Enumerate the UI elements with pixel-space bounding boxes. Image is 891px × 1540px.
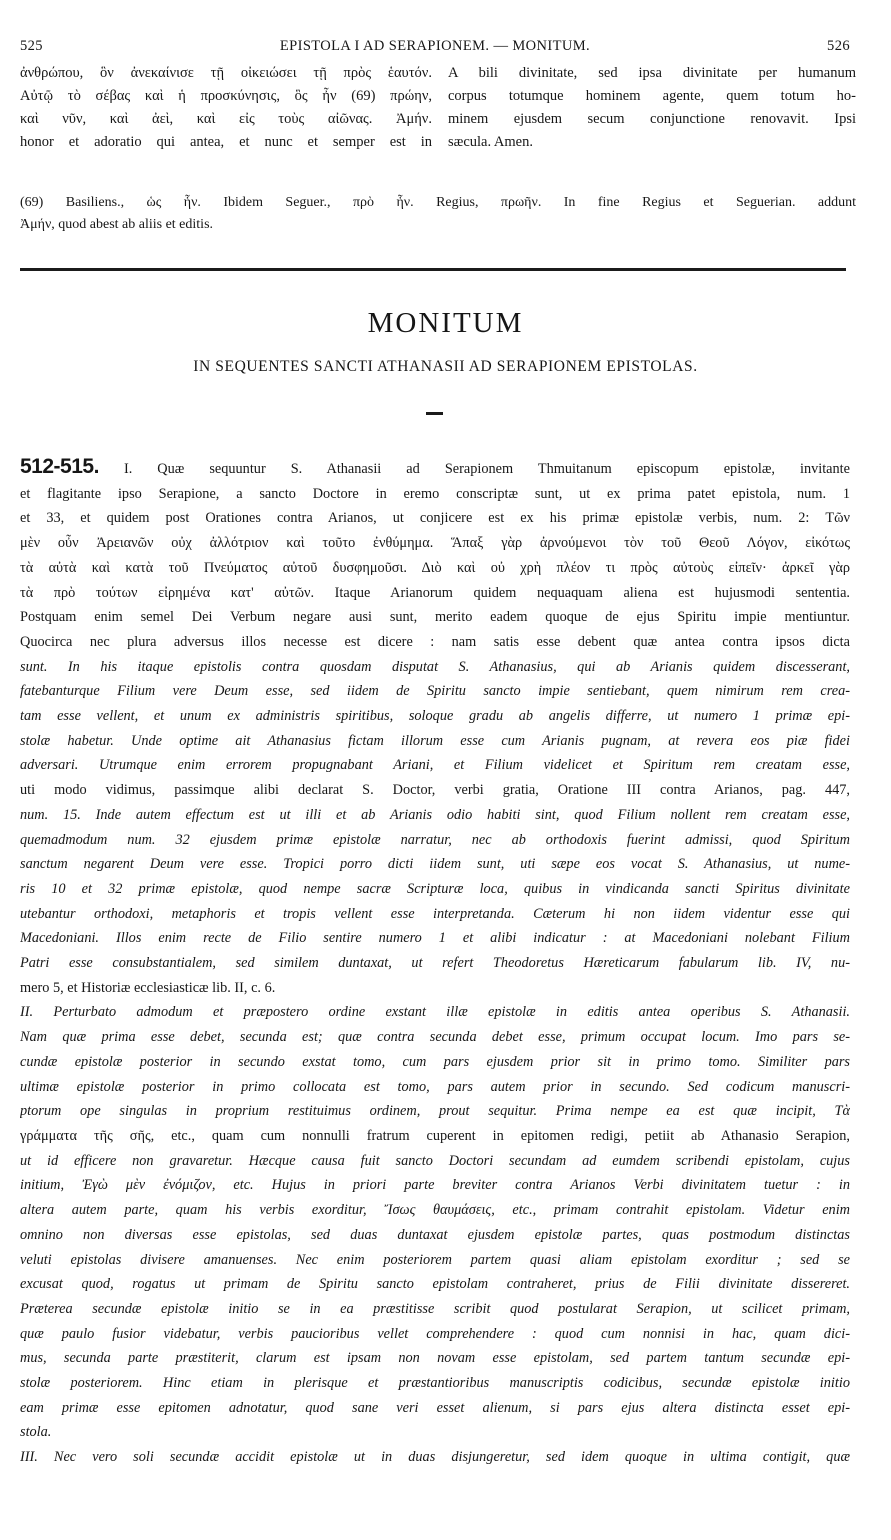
- body-line: mero 5, et Historiæ ecclesiasticæ lib. II, c. 6.: [20, 979, 276, 996]
- body-line: Præterea secundæ epistolæ initio se in ea præstitisse scribit quod postularat Serapion, ut scilicet primam,: [20, 1300, 850, 1317]
- body-line: et 33, et quidem post Orationes contra Arianos, ut conjicere est ex his primæ epistolæ verbis, num. 2: Τῶν: [20, 510, 850, 527]
- body-line: tam esse vellent, et unum ex administris spiritibus, soloque gradu ab angelis differre, ut numero 1 primæ epi-: [20, 708, 850, 725]
- footnote-line: (69) Basiliens., ὡς ἦν. Ibidem Seguer., πρὸ ἦν. Regius, πρωῆν. In fine Regius et Seguerian. addunt: [20, 195, 856, 210]
- body-line: initium, Ἐγὼ μὲν ἐνόμιζον, etc. Hujus in priori parte breviter contra Arianos Verbi divinitatem tuetur : in: [20, 1177, 850, 1194]
- latin-line: sæcula. Amen.: [448, 134, 533, 150]
- body-line: mus, secunda parte præstiterit, clarum est ipsam non novam esse epistolam, sed partem tantum secundæ epi-: [20, 1350, 850, 1367]
- page-number-right: 526: [827, 38, 850, 54]
- latin-column: [448, 62, 856, 131]
- body-line: altera autem parte, quam his verbis exorditur, Ἴσως θαυμάσεις, etc., primam contrahit epistolam. Videtur enim: [20, 1202, 850, 1219]
- body-line: τὰ πρὸ τούτων εἰρημένα κατ' αὐτῶν. Itaque Arianorum quidem nequaquam aliena est hujusmodi sententia.: [20, 584, 850, 601]
- body-line: γράμματα τῆς σῆς, etc., quam cum nonnulli fratrum cuperent in epitomen redigi, petiit ab Athanasio Serapion,: [20, 1127, 850, 1144]
- body-line: III. Nec vero soli secundæ accidit epistolæ ut in duas disjungeretur, sed idem quoque in ultima contigit, quæ: [20, 1449, 850, 1466]
- footnote: [20, 192, 856, 236]
- body-line: veluti epistolas divisere amanuenses. Nec enim posteriorem partem quasi aliam epistolam exorditur ; sed se: [20, 1251, 850, 1268]
- body-line: utebantur orthodoxi, metaphoris et tropis vellent esse interpretanda. Cæterum hi non iidem videntur esse qui: [20, 905, 850, 922]
- body-line: omnino non diversas esse epistolas, sed duas duntaxat ejusdem epistolæ partes, quas postmodum distinctas: [20, 1226, 850, 1243]
- body-line: [20, 455, 850, 482]
- two-column-block: [20, 62, 856, 131]
- body-line: num. 15. Inde autem effectum est ut illi et ab Arianis odio habiti sint, quod Filium nollent rem creatam esse,: [20, 806, 850, 823]
- body-line: Nam quæ prima esse debet, secunda est; quæ contra secunda debet esse, primum occupat locum. Imo pars se-: [20, 1029, 850, 1046]
- body-line: μὲν οὖν Ἀρειανῶν οὐχ ἀλλότριον καὶ τοῦτο ἐνθύμημα. Ἅπαξ γὰρ ἀρνούμενοι τὸν τοῦ Θεοῦ Λόγον, εἰκότως: [20, 535, 850, 552]
- body-line: ris 10 et 32 primæ epistolæ, quod nempe sacræ Scripturæ loca, quibus in vindicanda sancti Spiritus divinitate: [20, 880, 850, 897]
- body-line-text: I. Quæ sequuntur S. Athanasii ad Serapionem Thmuitanum episcopum epistolæ, invitante: [123, 461, 850, 477]
- running-header: [20, 38, 850, 56]
- body-line: fatebanturque Filium vere Deum esse, sed iidem de Spiritu sancto impie sentiebant, quem nimirum rem crea-: [20, 683, 850, 700]
- body-line: stolæ habetur. Unde optime ait Athanasius fictam illorum esse cum Arianis pugnam, at revera eos piæ fidei: [20, 732, 850, 749]
- body-line: sunt. In his itaque epistolis contra quosdam disputat S. Athanasius, qui ab Arianis quidem discesserant,: [20, 658, 850, 675]
- body-line: Quocirca nec plura adversus illos necesse est dicere : nam satis esse debent quæ antea contra ipsos dicta: [20, 633, 850, 650]
- footnote-line: Ἀμήν, quod abest ab aliis et editis.: [20, 217, 214, 232]
- body-line: ultimæ epistolæ posterior in primo collocata est tomo, pars autem prior in secundo. Sed codicum manuscri-: [20, 1078, 850, 1095]
- body-line: eam primæ esse epitomen adnotatur, quod sane veri esset alienum, si pars ejus altera distincta esset epi-: [20, 1399, 850, 1416]
- running-title: EPISTOLA I AD SERAPIONEM. — MONITUM.: [279, 38, 591, 54]
- body-line: Macedoniani. Illos enim recte de Filio sentire numero 1 et alibi indicatur : at Macedoniani nolebant Filium: [20, 930, 850, 947]
- latin-continuation: [20, 131, 856, 154]
- greek-column: [20, 62, 432, 131]
- greek-line: ἀνθρώπου, ὃν ἀνεκαίνισε τῇ οἰκειώσει τῇ πρὸς ἑαυτόν.: [20, 65, 432, 81]
- latin-line: corpus totumque hominem agente, quem totum ho-: [448, 88, 856, 104]
- greek-line: καὶ νῦν, καὶ ἀεὶ, καὶ εἰς τοὺς αἰῶνας. Ἀμήν.: [20, 111, 432, 127]
- latin-line: A bili divinitate, sed ipsa divinitate per humanum: [448, 65, 856, 81]
- body-line: quæ paulo fusior videbatur, verbis paucioribus vellet comprehendere : quod cum nonnisi in hac, quam dici-: [20, 1325, 850, 1342]
- body-line: Patri esse consubstantialem, sed similem duntaxat, ut refert Theodoretus Hæreticarum fabularum lib. IV, nu-: [20, 955, 850, 972]
- latin-line: minem ejusdem secum conjunctione renovavit. Ipsi: [448, 111, 856, 127]
- latin-line: honor et adoratio qui antea, et nunc et semper est in: [20, 134, 432, 150]
- body-line: quemadmodum num. 32 ejusdem primæ epistolæ narratur, nec ab orthodoxis fuerint admissi, quod Spiritum: [20, 831, 850, 848]
- body-line: excusat quod, rogatus ut primam de Spiritu sancto epistolam contraheret, prius de Filii divinitate dissereret.: [20, 1276, 850, 1293]
- body-line: adversari. Utrumque enim errorem propugnabant Ariani, et Filium videlicet et Spiritum rem creatam esse,: [20, 757, 850, 774]
- body-line: stolæ posteriorem. Hinc etiam in plerisque et præstantioribus manuscriptis codicibus, secundæ epistolæ initio: [20, 1375, 850, 1392]
- body-line: τὰ αὐτὰ καὶ κατὰ τοῦ Πνεύματος αὐτοῦ δυσφημοῦσι. Διὸ καὶ οὐ χρὴ πλέον τι πρὸς αὐτοὺς εἰπεῖν· ἀρκεῖ γὰρ: [20, 559, 850, 576]
- body-line: Postquam enim semel Dei Verbum negare ausi sunt, merito eadem quoque de ejus Spiritu impie mentiuntur.: [20, 609, 850, 626]
- section-title: MONITUM: [367, 307, 524, 339]
- section-subtitle: IN SEQUENTES SANCTI ATHANASII AD SERAPIONEM EPISTOLAS.: [193, 358, 698, 375]
- continued-text: [20, 62, 856, 154]
- body-line: ut id efficere non gravaretur. Hæcque causa fuit sancto Doctori secundam ad eumdem scribendi epistolam, cujus: [20, 1152, 850, 1169]
- greek-line: Αὐτῷ τὸ σέβας καὶ ἡ προσκύνησις, ὃς ἦν (69) πρώην,: [20, 88, 432, 104]
- body-line: II. Perturbato admodum et præpostero ordine exstant illæ epistolæ in editis antea operibus S. Athanasii.: [20, 1004, 850, 1021]
- page-number-left: 525: [20, 38, 43, 54]
- body-line: sanctum negarent Deum vere esse. Tropici porro dicti iidem sunt, uti sæpe eos vocat S. Athanasius, ut nume-: [20, 856, 850, 873]
- body-line: cundæ epistolæ posterior in secundo exstat tomo, cum pars ejusdem prior sit in primo tomo. Similiter pars: [20, 1053, 850, 1070]
- section-rule: [20, 268, 846, 271]
- monitum-body: [20, 455, 850, 1470]
- body-line: ptorum ope singulas in proprium restituimus ordinem, prout sequitur. Prima nempe ea est quæ incipit, Τὰ: [20, 1103, 850, 1120]
- body-line: uti modo vidimus, passimque alibi declarat S. Doctor, verbi gratia, Oratione III contra Arianos, pag. 447,: [20, 782, 850, 799]
- column-number: 512-515.: [20, 455, 99, 478]
- title-dash: [426, 412, 443, 415]
- body-line: stola.: [20, 1424, 52, 1441]
- body-line: et flagitante ipso Serapione, a sancto Doctore in eremo conscriptæ sunt, ut ex prima patet epistola, num. 1: [20, 485, 850, 502]
